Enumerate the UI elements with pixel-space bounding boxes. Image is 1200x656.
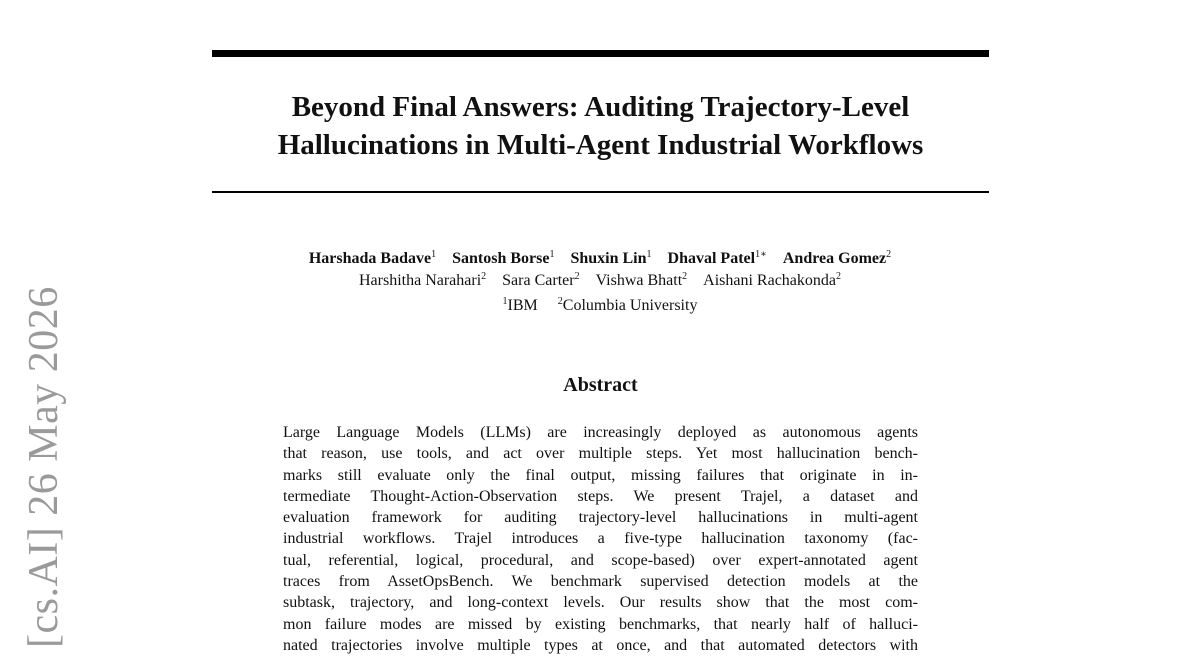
author-affiliation-mark: 1	[549, 249, 555, 260]
abstract-line: subtask, trajectory, and long-context levels. Our results show that the most com-	[283, 594, 918, 612]
author-name: Harshitha Narahari	[358, 272, 482, 289]
author-affiliation-mark: 2	[574, 271, 580, 282]
author-name: Shuxin Lin	[570, 250, 647, 267]
abstract-line: that reason, use tools, and act over multiple steps. Yet most hallucination bench-	[283, 445, 918, 463]
abstract-line: nated trajectories involve multiple types at once, and that automated detectors with	[283, 636, 918, 654]
author-name: Andrea Gomez	[782, 250, 887, 267]
author	[703, 270, 841, 292]
abstract-line: tual, referential, logical, procedural, and scope-based) over expert-annotated agent	[283, 551, 918, 569]
abstract-line: industrial workflows. Trajel introduces a five-type hallucination taxonomy (fac-	[283, 530, 918, 548]
title-bottom-rule	[212, 191, 989, 193]
affiliation	[503, 295, 538, 317]
author	[570, 248, 651, 270]
abstract-line: Large Language Models (LLMs) are increasingly deployed as autonomous agents	[283, 424, 918, 441]
affiliation-mark: 1	[502, 296, 508, 307]
author-name: Dhaval Patel	[667, 250, 756, 267]
abstract-text	[283, 422, 918, 656]
author-name: Harshada Badave	[308, 250, 432, 267]
title-line: Beyond Final Answers: Auditing Trajectory-Level	[291, 91, 910, 123]
abstract-line: termediate Thought-Action-Observation steps. We present Trajel, a dataset and	[283, 487, 918, 505]
author	[668, 248, 767, 270]
author-affiliation-mark: 1	[646, 249, 652, 260]
author	[452, 248, 554, 270]
author	[596, 270, 688, 292]
author	[359, 270, 486, 292]
author-name: Santosh Borse	[452, 250, 550, 267]
author-block	[150, 248, 1050, 317]
author-line-1	[150, 248, 1050, 270]
arxiv-side-stamp: [cs.AI] 26 May 2026	[21, 286, 67, 648]
affiliation-mark: 2	[557, 296, 563, 307]
abstract-line: traces from AssetOpsBench. We benchmark supervised detection models at the	[283, 573, 918, 591]
author-affiliation-mark: 1	[431, 249, 437, 260]
author-name: Aishani Rachakonda	[703, 272, 837, 289]
author	[309, 248, 436, 270]
author-affiliation-mark: 2	[836, 271, 842, 282]
author-name: Vishwa Bhatt	[595, 272, 683, 289]
author	[783, 248, 891, 270]
author-affiliation-mark: 2	[682, 271, 688, 282]
abstract-line: marks still evaluate only the final output, missing failures that originate in in-	[283, 466, 918, 484]
author-name: Sara Carter	[502, 272, 575, 289]
affiliation	[558, 295, 698, 317]
author-affiliation-mark: 2	[481, 271, 487, 282]
author-affiliation-mark: 1∗	[755, 249, 767, 260]
author-affiliation-mark: 2	[886, 249, 892, 260]
affiliation-line	[150, 295, 1050, 317]
paper-title	[212, 88, 989, 164]
affiliation-name: Columbia University	[562, 297, 698, 314]
abstract-line: mon failure modes are missed by existing benchmarks, that nearly half of halluci-	[283, 615, 918, 633]
abstract-heading: Abstract	[563, 374, 638, 396]
affiliation-name: IBM	[507, 297, 538, 314]
title-line: Hallucinations in Multi-Agent Industrial Workflows	[277, 129, 924, 161]
title-top-rule	[212, 50, 989, 57]
author-line-2	[150, 270, 1050, 292]
author	[502, 270, 579, 292]
abstract-line: evaluation framework for auditing trajectory-level hallucinations in multi-agent	[283, 509, 918, 527]
